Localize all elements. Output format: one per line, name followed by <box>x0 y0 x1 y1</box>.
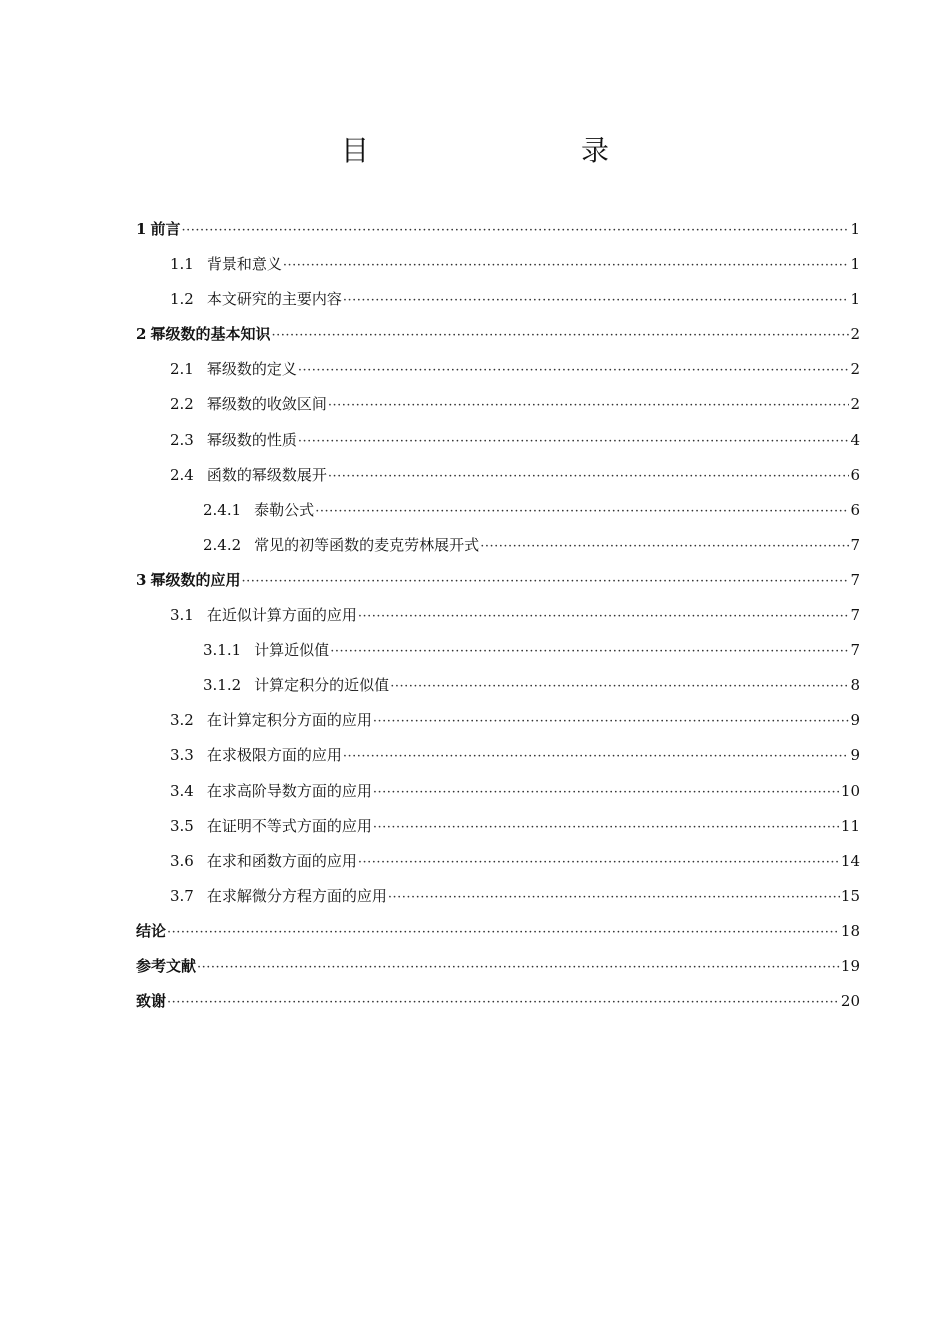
toc-entry-page: 1 <box>850 255 860 274</box>
toc-entry-number: 2.4.1 <box>203 500 242 519</box>
toc-entry-page: 2 <box>850 360 860 379</box>
toc-entry[interactable] <box>136 493 860 528</box>
toc-entry-number: 3.5 <box>170 816 194 835</box>
toc-entry-label: 致谢 <box>136 992 167 1011</box>
toc-entry-number: 3.1 <box>170 606 194 625</box>
toc-entry-label: 在求解微分方程方面的应用 <box>206 886 387 905</box>
toc-entry-label: 本文研究的主要内容 <box>206 290 342 309</box>
toc-entry-page: 20 <box>840 992 860 1011</box>
toc-entry-label: 在求极限方面的应用 <box>206 746 342 765</box>
toc-entry-page: 14 <box>840 851 860 870</box>
toc-entry-number: 2.4 <box>170 465 194 484</box>
toc-entry-page: 7 <box>850 570 860 589</box>
toc-entry-label: 在求和函数方面的应用 <box>206 851 357 870</box>
toc-entry-page: 10 <box>840 781 860 800</box>
toc-leader-dots <box>298 353 850 387</box>
toc-entry-page: 18 <box>840 921 860 940</box>
toc-entry-number: 3.1.2 <box>203 676 242 695</box>
toc-leader-dots <box>373 810 840 844</box>
toc-entry-page: 1 <box>850 290 860 309</box>
toc-entry[interactable] <box>136 563 860 598</box>
toc-entry-page: 2 <box>850 325 860 344</box>
toc-entry-number: 3.6 <box>170 851 194 870</box>
toc-entry[interactable] <box>136 668 860 703</box>
toc-leader-dots <box>167 915 840 949</box>
toc-entry-label: 在近似计算方面的应用 <box>206 606 357 625</box>
toc-entry-number: 2.3 <box>170 430 194 449</box>
toc-entry[interactable] <box>136 598 860 633</box>
toc-leader-dots <box>283 248 850 282</box>
toc-entry-page: 8 <box>850 676 860 695</box>
toc-entry-label: 幂级数的定义 <box>206 360 297 379</box>
toc-entry[interactable] <box>136 387 860 422</box>
toc-leader-dots <box>343 739 850 773</box>
toc-entry[interactable] <box>136 212 860 247</box>
toc-entry[interactable] <box>136 879 860 914</box>
toc-leader-dots <box>167 985 840 1019</box>
toc-entry-label: 背景和意义 <box>206 255 282 274</box>
toc-entry-page: 1 <box>850 220 860 238</box>
toc-entry-label: 前言 <box>150 220 181 238</box>
toc-leader-dots <box>390 669 849 703</box>
toc-entry-page: 6 <box>850 500 860 519</box>
toc-leader-dots <box>271 318 849 352</box>
toc-entry-number: 3.2 <box>170 711 194 730</box>
toc-entry[interactable] <box>136 774 860 809</box>
toc-leader-dots <box>388 880 840 914</box>
toc-entry-label: 幂级数的应用 <box>150 570 241 589</box>
toc-entry[interactable] <box>136 458 860 493</box>
toc-entry-label: 参考文献 <box>136 956 197 975</box>
toc-leader-dots <box>298 424 850 458</box>
toc-leader-dots <box>373 775 840 809</box>
toc-leader-dots <box>328 388 850 422</box>
toc-entry-number: 2.1 <box>170 360 194 379</box>
toc-entry-label: 泰勒公式 <box>254 500 315 519</box>
toc-leader-dots <box>197 950 840 984</box>
toc-entry[interactable] <box>136 949 860 984</box>
toc-entry-page: 7 <box>850 641 860 660</box>
toc-entry[interactable] <box>136 247 860 282</box>
toc-entry[interactable] <box>136 809 860 844</box>
toc-entry-label: 幂级数的基本知识 <box>150 325 271 344</box>
toc-entry-label: 在证明不等式方面的应用 <box>206 816 372 835</box>
toc-entry-label: 幂级数的性质 <box>206 430 297 449</box>
toc-entry[interactable] <box>136 282 860 317</box>
toc-entry-label: 常见的初等函数的麦克劳林展开式 <box>254 535 480 554</box>
toc-leader-dots <box>241 564 849 598</box>
toc-entry-page: 19 <box>840 956 860 975</box>
toc-entry-number: 2 <box>136 325 147 344</box>
toc-entry-label: 幂级数的收敛区间 <box>206 395 327 414</box>
toc-entry[interactable] <box>136 738 860 773</box>
toc-entry-page: 9 <box>850 711 860 730</box>
toc-entry[interactable] <box>136 984 860 1019</box>
toc-leader-dots <box>343 283 850 317</box>
page-title: 目 录 <box>340 134 661 167</box>
toc-leader-dots <box>480 529 849 563</box>
toc-entry[interactable] <box>136 423 860 458</box>
toc-entry-number: 2.4.2 <box>203 535 242 554</box>
toc-entry-page: 7 <box>850 606 860 625</box>
toc-leader-dots <box>328 459 850 493</box>
toc-entry-label: 计算定积分的近似值 <box>254 676 390 695</box>
toc-leader-dots <box>181 213 849 247</box>
toc-leader-dots <box>358 845 840 879</box>
toc-entry-label: 在求高阶导数方面的应用 <box>206 781 372 800</box>
toc-entry-number: 1.1 <box>170 255 194 274</box>
toc-entry[interactable] <box>136 914 860 949</box>
toc-entry-page: 2 <box>850 395 860 414</box>
toc-entry-label: 结论 <box>136 921 167 940</box>
toc-entry-page: 9 <box>850 746 860 765</box>
toc-entry[interactable] <box>136 703 860 738</box>
toc-entry-number: 1 <box>136 220 147 238</box>
toc-entry-number: 3.3 <box>170 746 194 765</box>
toc-entry-number: 3.7 <box>170 886 194 905</box>
table-of-contents <box>136 212 860 1019</box>
toc-entry-page: 4 <box>850 430 860 449</box>
toc-leader-dots <box>373 704 850 738</box>
toc-entry[interactable] <box>136 528 860 563</box>
toc-entry-label: 计算近似值 <box>254 641 330 660</box>
toc-leader-dots <box>358 599 850 633</box>
toc-leader-dots <box>330 634 849 668</box>
toc-entry[interactable] <box>136 317 860 352</box>
toc-entry[interactable] <box>136 633 860 668</box>
toc-entry-page: 11 <box>840 816 860 835</box>
toc-entry-label: 在计算定积分方面的应用 <box>206 711 372 730</box>
toc-leader-dots <box>315 494 849 528</box>
toc-entry-page: 7 <box>850 535 860 554</box>
toc-entry-number: 1.2 <box>170 290 194 309</box>
toc-entry-label: 函数的幂级数展开 <box>206 465 327 484</box>
toc-entry-page: 6 <box>850 465 860 484</box>
toc-entry-number: 3.4 <box>170 781 194 800</box>
toc-entry-page: 15 <box>840 886 860 905</box>
toc-entry-number: 3.1.1 <box>203 641 242 660</box>
toc-entry[interactable] <box>136 352 860 387</box>
toc-entry-number: 3 <box>136 570 147 589</box>
toc-entry-number: 2.2 <box>170 395 194 414</box>
toc-entry[interactable] <box>136 844 860 879</box>
